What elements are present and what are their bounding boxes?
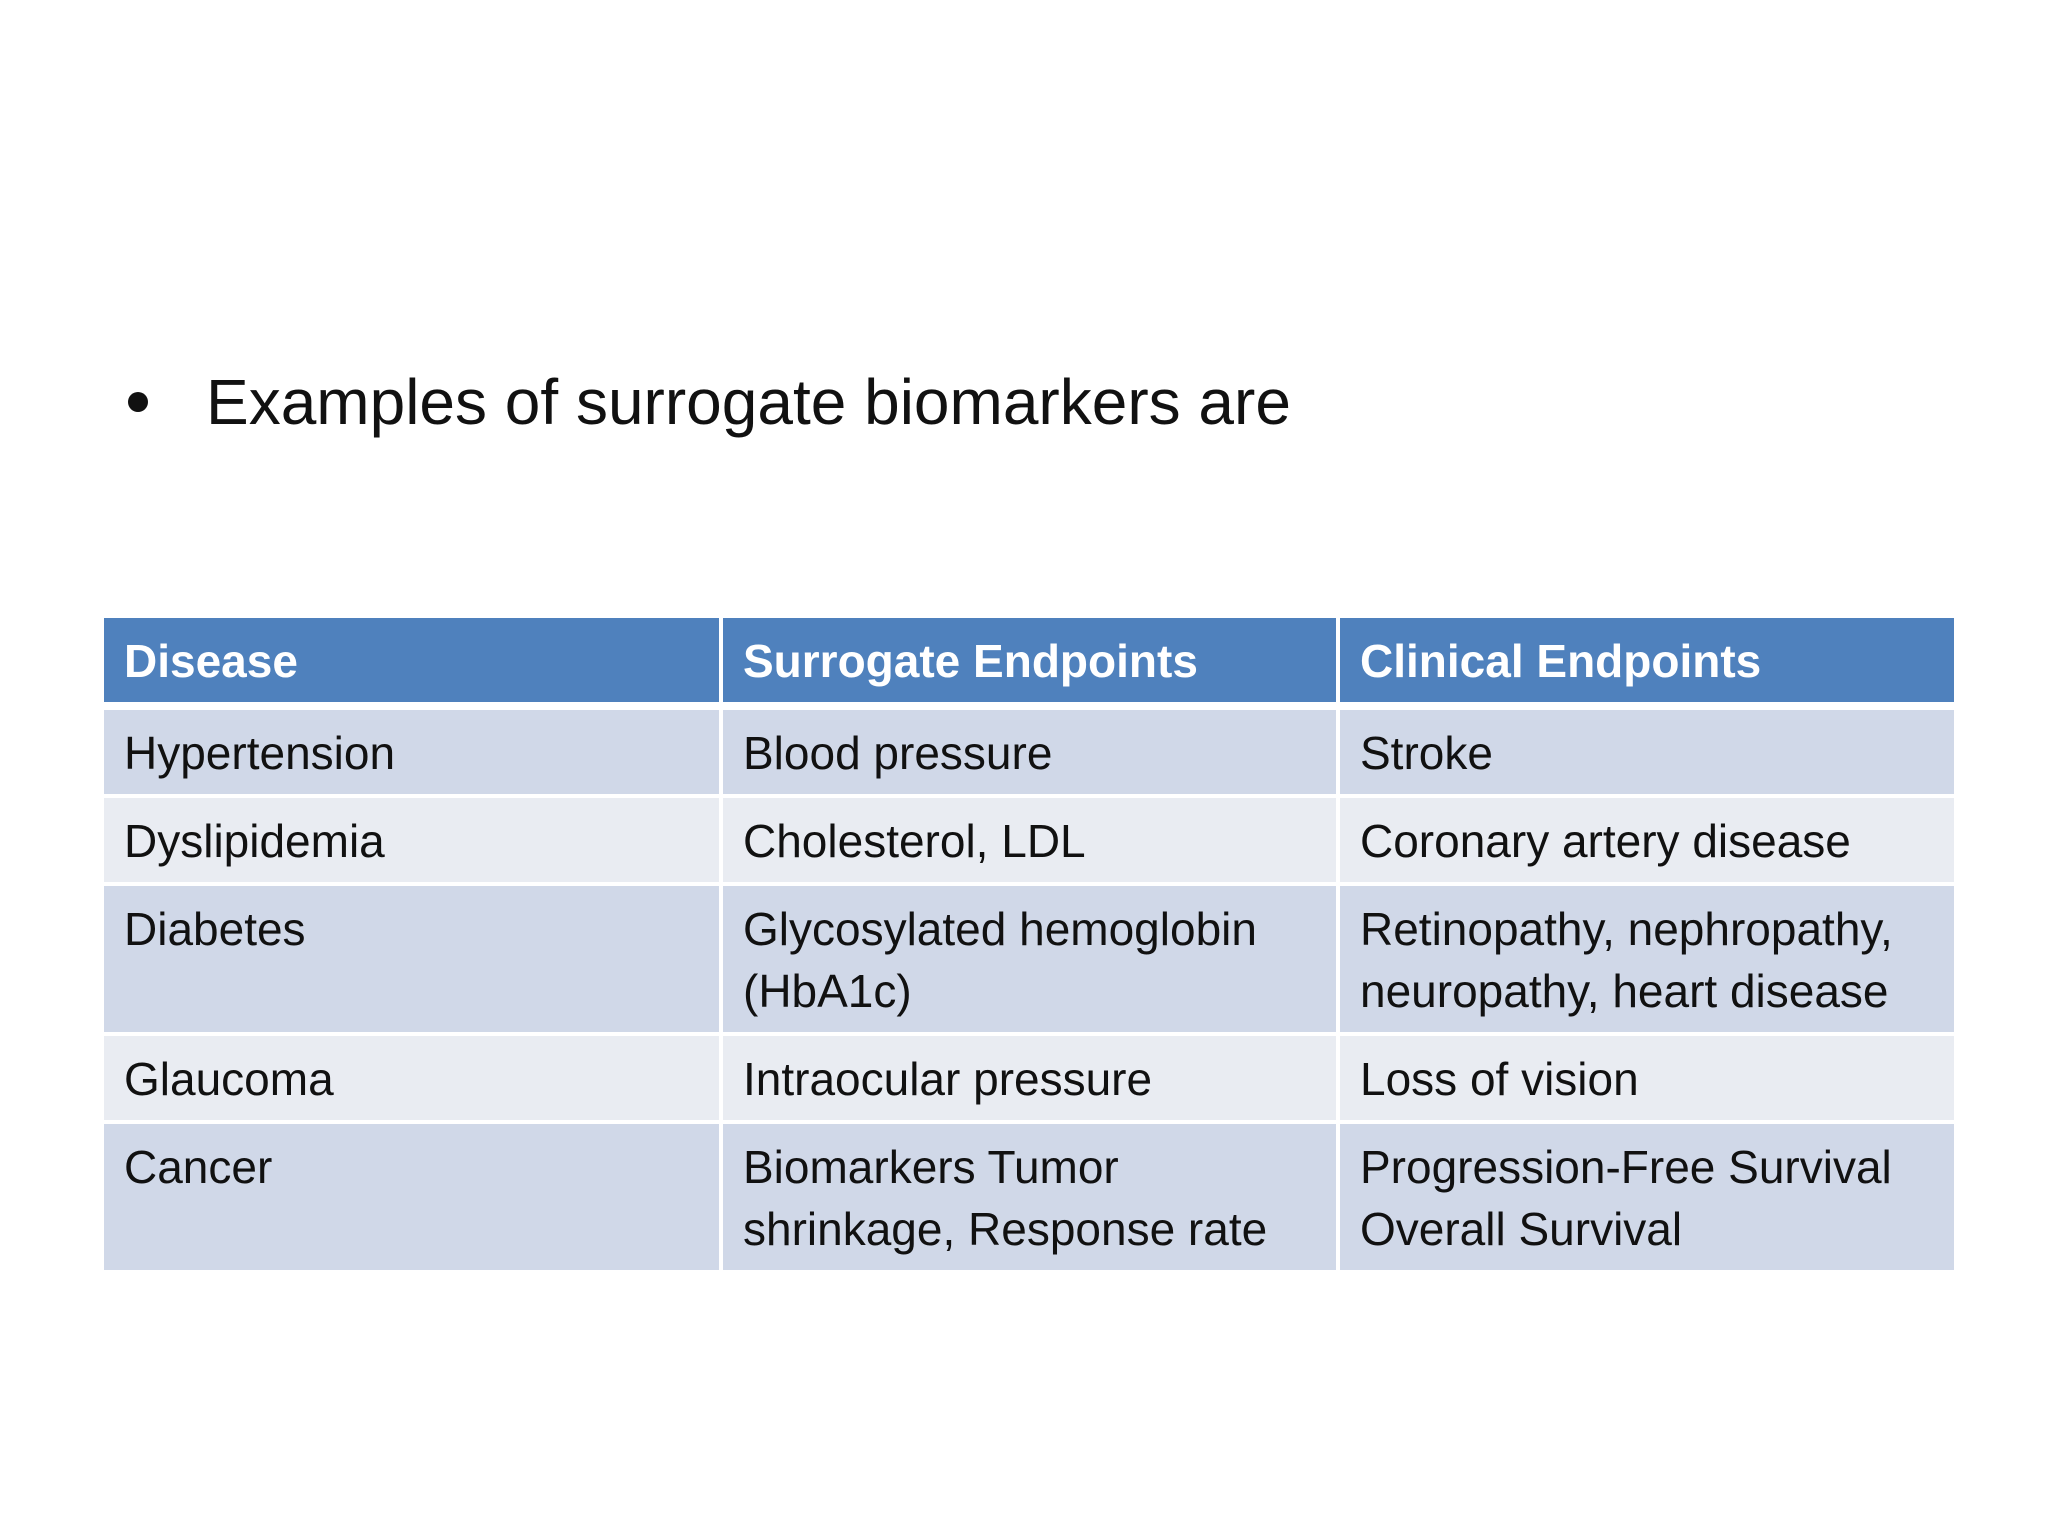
table-row [104,706,1954,796]
cell-surrogate-line: Biomarkers Tumor [743,1141,1119,1193]
cell-clinical-line: Retinopathy, nephropathy, [1360,903,1893,955]
cell-clinical-line: Progression-Free Survival [1360,1141,1892,1193]
biomarker-table [104,618,1954,1270]
bullet-point [120,366,1291,438]
cell-surrogate [721,884,1338,1034]
cell-clinical: Coronary artery disease [1338,796,1954,884]
cell-clinical [1338,1122,1954,1270]
cell-clinical: Stroke [1338,706,1954,796]
table-row [104,1034,1954,1122]
cell-disease: Hypertension [104,706,721,796]
header-surrogate-endpoints: Surrogate Endpoints [721,618,1338,706]
cell-surrogate: Cholesterol, LDL [721,796,1338,884]
table-header-row [104,618,1954,706]
cell-surrogate-line: shrinkage, Response rate [743,1203,1268,1255]
cell-surrogate [721,1122,1338,1270]
table-row [104,884,1954,1034]
bullet-dot-icon [128,392,148,412]
cell-disease: Cancer [104,1122,721,1270]
header-disease: Disease [104,618,721,706]
cell-clinical [1338,884,1954,1034]
table-row [104,1122,1954,1270]
table-row [104,796,1954,884]
cell-clinical: Loss of vision [1338,1034,1954,1122]
cell-surrogate-line: Glycosylated hemoglobin [743,903,1257,955]
cell-surrogate: Intraocular pressure [721,1034,1338,1122]
cell-surrogate-line: (HbA1c) [743,965,912,1017]
cell-clinical-line: neuropathy, heart disease [1360,965,1889,1017]
header-clinical-endpoints: Clinical Endpoints [1338,618,1954,706]
bullet-text: Examples of surrogate biomarkers are [206,366,1291,438]
cell-disease: Diabetes [104,884,721,1034]
cell-clinical-line: Overall Survival [1360,1203,1683,1255]
cell-disease: Dyslipidemia [104,796,721,884]
cell-surrogate: Blood pressure [721,706,1338,796]
biomarker-table-wrapper [104,618,1954,1270]
cell-disease: Glaucoma [104,1034,721,1122]
